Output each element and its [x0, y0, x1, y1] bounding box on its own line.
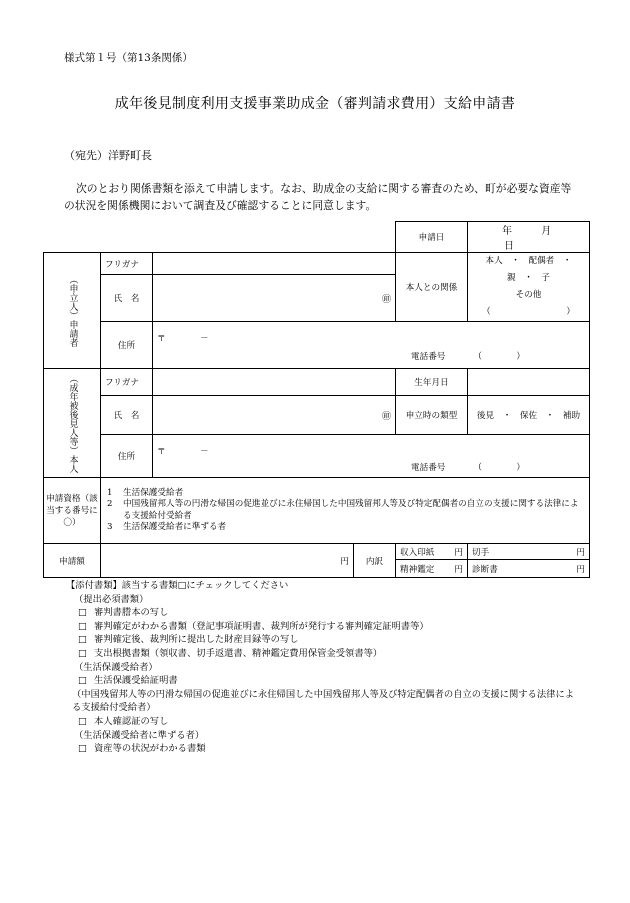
application-table [43, 221, 590, 578]
seal-mark: ㊞ [381, 411, 391, 422]
attachment-item[interactable]: □ 資産等の状況がわかる書類 [78, 743, 206, 755]
form-number: 様式第１号（第13条関係） [64, 52, 193, 64]
checkbox-icon[interactable]: □ [78, 743, 87, 755]
postal-code: 〒 － [157, 334, 209, 344]
attachment-group-label: （生活保護受給者） [74, 661, 158, 673]
attachment-item[interactable]: □ 審判確定がわかる書類（登記事項証明書、裁判所が発行する審判確定証明書等） [78, 620, 429, 632]
attachments-section [66, 579, 576, 756]
applicant-section-label: （申立人）申請者 [44, 253, 101, 369]
checkbox-icon[interactable]: □ [78, 715, 87, 727]
checkbox-icon[interactable]: □ [78, 675, 87, 687]
amount-label: 申請額 [44, 544, 101, 578]
attachment-group-label: （生活保護受給者に準ずる者） [74, 729, 205, 741]
relation-field[interactable]: 本人 ・ 配偶者 ・ 親 ・ 子 その他 （ ） [468, 253, 590, 322]
address-label: 住所 [101, 435, 153, 478]
relation-label: 本人との関係 [396, 253, 468, 322]
phone-label: 電話番号 [411, 352, 446, 362]
checkbox-icon[interactable]: □ [78, 607, 87, 619]
page-title: 成年後見制度利用支援事業助成金（審判請求費用）支給申請書 [114, 96, 516, 112]
address-label: 住所 [101, 322, 153, 369]
birth-date-label: 生年月日 [396, 369, 468, 396]
principal-furigana-field[interactable] [153, 369, 396, 396]
furigana-label: フリガナ [101, 369, 153, 396]
principal-name-field[interactable] [153, 396, 396, 435]
psych-eval-field[interactable]: 精神鑑定 円 [396, 560, 468, 578]
applicant-address-field[interactable]: 〒 － 電話番号 （ ） [153, 322, 590, 369]
application-date-field[interactable]: 年 月 日 [468, 222, 590, 253]
revenue-stamp-field[interactable]: 収入印紙 円 [396, 544, 468, 560]
attachment-item[interactable]: □ 本人確認証の写し [78, 715, 169, 727]
attachments-heading: 【添付書類】該当する書類□にチェックしてください [66, 580, 289, 591]
name-label: 氏 名 [101, 275, 153, 322]
attachment-group-label: （提出必須書類） [74, 593, 149, 605]
checkbox-icon[interactable]: □ [78, 634, 87, 646]
principal-section-label: （成年被後見人等）本人 [44, 369, 101, 478]
addressee: （宛先）洋野町長 [64, 149, 152, 162]
principal-address-field[interactable]: 〒 － 電話番号 （ ） [153, 435, 590, 478]
attachment-group-label: （中国残留邦人等の円滑な帰国の促進並びに永住帰国した中国残留邦人等及び特定配偶者の自立の支援に関する法律による支援給付受給者） [72, 688, 575, 714]
qualification-label: 申請資格（該当する番号に〇） [44, 478, 101, 544]
birth-date-field[interactable] [468, 369, 590, 396]
checkbox-icon[interactable]: □ [78, 647, 87, 659]
qualification-options[interactable]: 1 生活保護受給者 2 中国残留邦人等の円滑な帰国の促進並びに永住帰国した中国残留邦人等及び特定配偶者の自立の支援に関する法律による支援給付受給者 3 生活保護受給者に準ずる者 [101, 478, 590, 544]
name-label: 氏 名 [101, 396, 153, 435]
amount-field[interactable]: 円 [101, 544, 354, 578]
attachment-item[interactable]: □ 審判確定後、裁判所に提出した財産目録等の写し [78, 634, 299, 646]
breakdown-label: 内訳 [354, 544, 396, 578]
attachment-item[interactable]: □ 生活保護受給証明書 [78, 675, 178, 687]
application-date-label: 申請日 [396, 222, 468, 253]
applicant-name-field[interactable] [153, 275, 396, 322]
furigana-label: フリガナ [101, 253, 153, 275]
diagnosis-field[interactable]: 診断書 円 [468, 560, 590, 578]
attachment-item[interactable]: □ 支出根拠書類（領収書、切手返還書、精神鑑定費用保管金受領書等） [78, 647, 383, 659]
type-label: 申立時の類型 [396, 396, 468, 435]
applicant-furigana-field[interactable] [153, 253, 396, 275]
intro-text: 次のとおり関係書類を添えて申請します。なお、助成金の支給に関する審査のため、町が必要な資産等の状況を関係機関において調査及び確認することに同意します。 [64, 182, 572, 212]
checkbox-icon[interactable]: □ [78, 620, 87, 632]
type-field[interactable]: 後見 ・ 保佐 ・ 補助 [468, 396, 590, 435]
seal-mark: ㊞ [381, 294, 391, 305]
phone-label: 電話番号 [411, 463, 446, 473]
postal-code: 〒 － [157, 447, 209, 457]
postage-stamp-field[interactable]: 切手 円 [468, 544, 590, 560]
attachment-item[interactable]: □ 審判書謄本の写し [78, 607, 169, 619]
